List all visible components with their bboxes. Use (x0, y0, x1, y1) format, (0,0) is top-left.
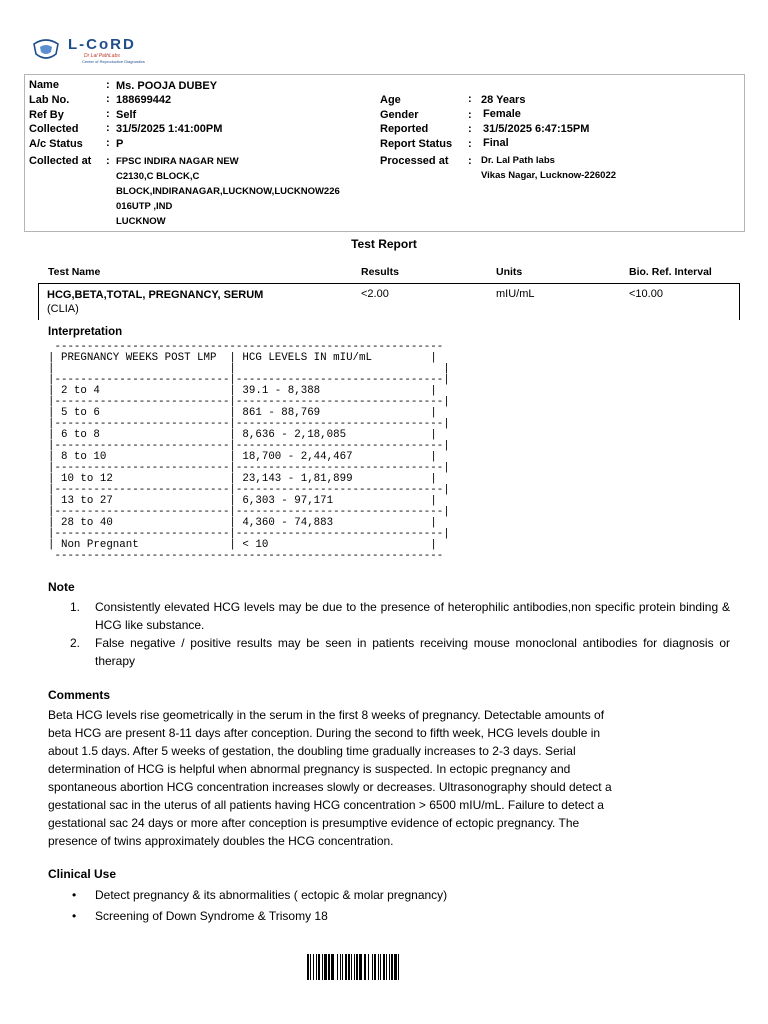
table-row: | 8 to 10 | 18,700 - 2,44,467 | (48, 451, 437, 463)
shield-logo-icon (30, 38, 62, 62)
table-cell-levels: 39.1 - 8,388 (242, 385, 431, 397)
name-value: Ms. POOJA DUBEY (116, 80, 218, 92)
table-row: | 5 to 6 | 861 - 88,769 | (48, 407, 437, 419)
table-cell-levels: 18,700 - 2,44,467 (242, 451, 431, 463)
table-cell-weeks: 8 to 10 (60, 451, 223, 463)
reported-label: Reported (380, 123, 429, 135)
test-ref-interval: <10.00 (629, 288, 663, 300)
age-value: 28 Years (481, 94, 526, 106)
column-header-ref-interval: Bio. Ref. Interval (629, 266, 712, 278)
test-method: (CLIA) (47, 303, 79, 315)
table-cell-levels: 861 - 88,769 (242, 407, 431, 419)
processed-at-label: Processed at (380, 155, 449, 167)
colon: : (468, 155, 472, 167)
column-header-test-name: Test Name (48, 266, 101, 278)
barcode (307, 954, 475, 980)
name-label: Name (29, 79, 59, 91)
table-rule: |---------------------------|--------------------------------| (48, 506, 450, 518)
note-title: Note (48, 580, 75, 594)
table-rule: |---------------------------|--------------------------------| (48, 440, 450, 452)
report-title: Test Report (351, 237, 417, 251)
table-cell-weeks: 13 to 27 (60, 495, 223, 507)
ac-status-value: P (116, 138, 124, 150)
clinical-use-list (72, 885, 447, 927)
table-cell-weeks: 10 to 12 (60, 473, 223, 485)
colon: : (106, 155, 110, 167)
table-row: | 13 to 27 | 6,303 - 97,171 | (48, 495, 437, 507)
note-item: 2. False negative / positive results may be seen in patients receiving mouse monoclonal antibodies for diagnosis or therapy (70, 636, 730, 668)
age-label: Age (380, 94, 401, 106)
logo-brand: L-CoRD (68, 36, 136, 53)
table-cell-weeks: PREGNANCY WEEKS POST LMP (60, 352, 223, 364)
ref-by-value: Self (116, 109, 137, 121)
table-cell-weeks: 5 to 6 (60, 407, 223, 419)
test-units: mIU/mL (496, 288, 535, 300)
clinical-use-item: • Detect pregnancy & its abnormalities ( ectopic & molar pregnancy) (72, 888, 448, 902)
comments-body: Beta HCG levels rise geometrically in the serum in the first 8 weeks of pregnancy. Detectable amounts of beta HCG are present 8-11 days after conception. During the second to fifth week, HCG levels double in about 1.5 days. After 5 weeks of gestation, the doubling time gradually increases to 2-3 days. Serial determination of HCG is helpful when abnormal pregnancy is suspected. In ectopic pregnancy and spontaneous abortion HCG concentration increases slowly or decreases. Ultrasonography should detect a gestational sac in the uterus of all patients having HCG concentration > 6500 mIU/mL. Failure to detect a gestational sac 24 days or more after conception is presumptive evidence of ectopic pregnancy. The presence of twins approximately doubles the HCG concentration. (48, 708, 612, 848)
colon: : (106, 93, 110, 105)
table-cell-levels: < 10 (242, 539, 431, 551)
table-cell-levels: 6,303 - 97,171 (242, 495, 431, 507)
table-cell-levels: 8,636 - 2,18,085 (242, 429, 431, 441)
column-header-units: Units (496, 266, 523, 278)
ref-by-label: Ref By (29, 109, 64, 121)
table-rule: | | | (48, 363, 450, 375)
barcode-bar (398, 954, 400, 980)
test-name: HCG,BETA,TOTAL, PREGNANCY, SERUM (47, 289, 264, 301)
collected-value: 31/5/2025 1:41:00PM (116, 123, 223, 135)
lab-no-value: 188699442 (116, 94, 172, 106)
colon: : (468, 123, 472, 135)
table-rule: |---------------------------|--------------------------------| (48, 462, 450, 474)
table-rule: |---------------------------|--------------------------------| (48, 484, 450, 496)
table-cell-levels: 4,360 - 74,883 (242, 517, 431, 529)
column-header-results: Results (361, 266, 399, 278)
table-rule: |---------------------------|--------------------------------| (48, 418, 450, 430)
table-rule: ------------------------------------------------------------ (48, 341, 444, 353)
table-row: | 28 to 40 | 4,360 - 74,883 | (48, 517, 437, 529)
note-item: 1. Consistently elevated HCG levels may be due to the presence of heterophilic antibodies,non specific protein binding & HCG like substance. (70, 600, 730, 632)
colon: : (468, 138, 472, 150)
table-cell-levels: HCG LEVELS IN mIU/mL (242, 352, 431, 364)
colon: : (106, 108, 110, 120)
comments-title: Comments (48, 688, 111, 702)
table-cell-weeks: 2 to 4 (60, 385, 223, 397)
result-row (38, 283, 740, 320)
report-status-label: Report Status (380, 138, 453, 150)
lab-logo (30, 36, 160, 66)
table-row: | 6 to 8 | 8,636 - 2,18,085 | (48, 429, 437, 441)
table-rule: |---------------------------|--------------------------------| (48, 528, 450, 540)
table-cell-levels: 23,143 - 1,81,899 (242, 473, 431, 485)
logo-tagline: Dr Lal PathLabs (84, 53, 120, 59)
gender-label: Gender (380, 109, 419, 121)
collected-label: Collected (29, 123, 79, 135)
table-row: | Non Pregnant | < 10 | (48, 539, 437, 551)
clinical-use-item: • Screening of Down Syndrome & Trisomy 18 (72, 909, 328, 923)
ac-status-label: A/c Status (29, 138, 83, 150)
processed-at-value: Dr. Lal Path labs Vikas Nagar, Lucknow-226022 (481, 155, 617, 181)
interpretation-table (48, 342, 450, 562)
table-rule: |---------------------------|--------------------------------| (48, 374, 450, 386)
table-cell-weeks: 28 to 40 (60, 517, 223, 529)
table-row: | 10 to 12 | 23,143 - 1,81,899 | (48, 473, 437, 485)
colon: : (106, 137, 110, 149)
table-row: | 2 to 4 | 39.1 - 8,388 | (48, 385, 437, 397)
colon: : (106, 79, 110, 91)
table-cell-weeks: 6 to 8 (60, 429, 223, 441)
test-result: <2.00 (361, 288, 389, 300)
table-rule: |---------------------------|--------------------------------| (48, 396, 450, 408)
collected-at-label: Collected at (29, 155, 92, 167)
colon: : (106, 122, 110, 134)
clinical-use-title: Clinical Use (48, 867, 117, 881)
reported-value: 31/5/2025 6:47:15PM (483, 123, 590, 135)
report-status-value: Final (483, 137, 509, 149)
patient-details-box (24, 74, 745, 232)
interpretation-title: Interpretation (48, 326, 123, 338)
collected-at-value: FPSC INDIRA NAGAR NEW C2130,C BLOCK,C BLOCK,INDIRANAGAR,LUCKNOW,LUCKNOW226 016UTP ,IND LUCKNOW (116, 156, 340, 227)
lab-no-label: Lab No. (29, 94, 70, 106)
table-header-row: | PREGNANCY WEEKS POST LMP | HCG LEVELS IN mIU/mL | (48, 352, 437, 364)
table-rule: ------------------------------------------------------------ (48, 550, 444, 562)
note-list (70, 598, 730, 670)
colon: : (468, 93, 472, 105)
gender-value: Female (483, 108, 521, 120)
logo-subtitle: Center of Reproductive Diagnostics (82, 59, 145, 64)
colon: : (468, 109, 472, 121)
table-cell-weeks: Non Pregnant (60, 539, 223, 551)
